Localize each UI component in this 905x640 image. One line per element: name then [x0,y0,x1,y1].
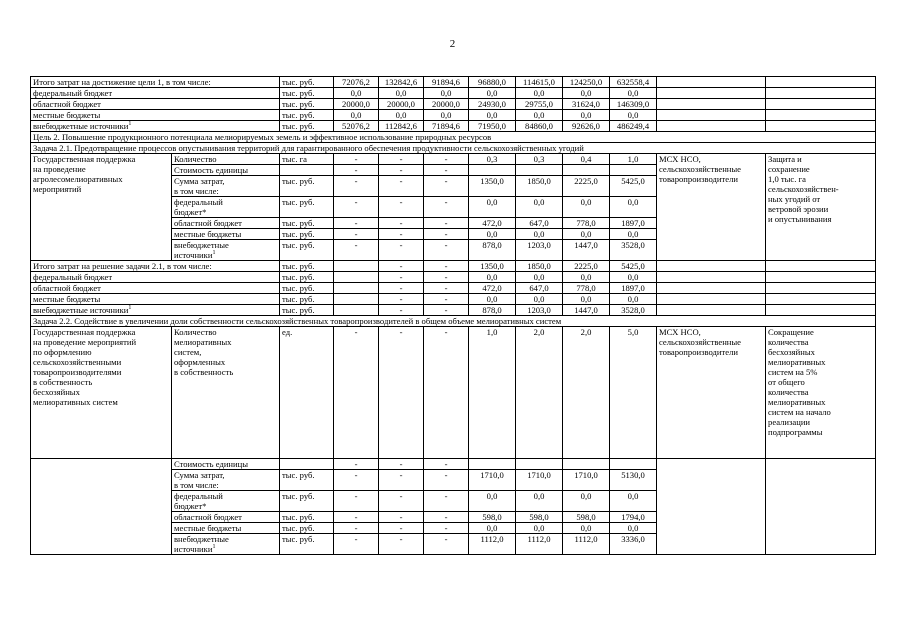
total-label: Итого затрат на решение задачи 2.1, в том числе: [31,261,280,272]
result-cell [766,459,876,555]
value-cell [610,459,657,470]
value-cell: 0,0 [563,294,610,305]
total-label: внебюджетные источники$^1$ [31,121,280,132]
executor-cell [657,459,766,555]
value-cell: 24930,0 [469,99,516,110]
value-cell: 0,0 [469,229,516,240]
value-cell: - [334,512,379,523]
value-cell: 52076,2 [334,121,379,132]
value-cell: 0,0 [379,88,424,99]
unit-cell: тыс. руб. [280,470,334,491]
event-cell: Государственная поддержка на проведение мероприятий по оформлению сельскохозяйственными товаропроизводителями в собственность бесхозяйных мелиоративных систем [31,327,172,459]
footnote-marker: 1 [212,544,216,551]
value-cell [516,459,563,470]
value-cell: - [424,176,469,197]
indicator-label: областной бюджет [172,512,280,523]
value-cell: - [424,154,469,165]
value-cell: 878,0 [469,240,516,261]
value-cell: 647,0 [516,218,563,229]
total-label: областной бюджет [31,283,280,294]
value-cell: 0,0 [424,110,469,121]
value-cell: 0,0 [563,229,610,240]
empty-cell [657,283,766,294]
indicator-label: Стоимость единицы [172,165,280,176]
value-cell [334,294,379,305]
value-cell: 20000,0 [334,99,379,110]
value-cell: 1112,0 [469,534,516,555]
unit-cell: тыс. руб. [280,240,334,261]
empty-cell [766,88,876,99]
total-label: Итого затрат на достижение цели 1, в том числе: [31,77,280,88]
value-cell: - [334,176,379,197]
unit-cell: тыс. руб. [280,261,334,272]
value-cell: - [334,197,379,218]
value-cell: - [424,327,469,459]
value-cell: 5425,0 [610,261,657,272]
value-cell: - [379,491,424,512]
value-cell: 5,0 [610,327,657,459]
unit-cell: тыс. руб. [280,88,334,99]
value-cell: 71950,0 [469,121,516,132]
value-cell: - [379,523,424,534]
value-cell: 632558,4 [610,77,657,88]
event-cell: Государственная поддержка на проведение агролесомелиоративных мероприятий [31,154,172,261]
empty-cell [657,77,766,88]
table-row [31,459,876,470]
total-label: местные бюджеты [31,110,280,121]
indicator-label: Сумма затрат, в том числе: [172,470,280,491]
unit-cell: тыс. руб. [280,534,334,555]
value-cell: 132842,6 [379,77,424,88]
value-cell: 1850,0 [516,176,563,197]
value-cell: - [424,470,469,491]
section-heading: Задача 2.1. Предотвращение процессов опустынивания территорий для гарантированного обеспечения продуктивности сельскохозяйственных угодий [31,143,876,154]
value-cell: 0,0 [563,88,610,99]
value-cell: 0,0 [610,110,657,121]
footnote-marker: 1 [128,121,132,128]
empty-cell [657,99,766,110]
footnote-marker: 1 [128,305,132,312]
value-cell: - [379,229,424,240]
value-cell: 472,0 [469,283,516,294]
indicator-label: внебюджетные источники$^1$ [172,240,280,261]
value-cell: 0,0 [334,110,379,121]
value-cell: 5130,0 [610,470,657,491]
value-cell: 1112,0 [516,534,563,555]
value-cell [469,459,516,470]
empty-cell [657,272,766,283]
value-cell: 112842,6 [379,121,424,132]
unit-cell [280,165,334,176]
event-cell [31,459,172,555]
value-cell: - [379,512,424,523]
footnote-marker: 1 [212,250,216,257]
unit-cell [280,459,334,470]
value-cell: - [424,197,469,218]
value-cell: - [379,470,424,491]
value-cell: 0,0 [563,491,610,512]
table-row [31,121,876,132]
value-cell: 472,0 [469,218,516,229]
value-cell: 598,0 [563,512,610,523]
value-cell: 2,0 [563,327,610,459]
unit-cell: тыс. руб. [280,218,334,229]
value-cell: 0,0 [516,110,563,121]
empty-cell [657,261,766,272]
unit-cell: тыс. руб. [280,176,334,197]
value-cell: 1710,0 [469,470,516,491]
value-cell: 0,0 [469,294,516,305]
value-cell: 0,0 [469,88,516,99]
empty-cell [766,305,876,316]
empty-cell [766,99,876,110]
value-cell: 1350,0 [469,176,516,197]
value-cell: - [424,165,469,176]
indicator-label: областной бюджет [172,218,280,229]
value-cell: 1112,0 [563,534,610,555]
table-row [31,99,876,110]
table-row [31,327,876,459]
empty-cell [766,272,876,283]
table-row [31,272,876,283]
value-cell: 778,0 [563,218,610,229]
indicator-label: местные бюджеты [172,229,280,240]
table-row [31,88,876,99]
value-cell: - [424,229,469,240]
value-cell [563,165,610,176]
empty-cell [766,283,876,294]
value-cell: 0,0 [516,88,563,99]
empty-cell [657,121,766,132]
unit-cell: тыс. га [280,154,334,165]
value-cell: 0,0 [516,523,563,534]
table-row [31,132,876,143]
value-cell: 1710,0 [563,470,610,491]
empty-cell [766,110,876,121]
value-cell: - [379,327,424,459]
value-cell: 0,0 [563,197,610,218]
value-cell: 1203,0 [516,305,563,316]
value-cell: 1794,0 [610,512,657,523]
total-label: федеральный бюджет [31,272,280,283]
unit-cell: тыс. руб. [280,197,334,218]
unit-cell: тыс. руб. [280,77,334,88]
value-cell: - [424,272,469,283]
value-cell [610,165,657,176]
value-cell: 1,0 [469,327,516,459]
value-cell: - [334,491,379,512]
value-cell: 0,0 [563,523,610,534]
value-cell: 1203,0 [516,240,563,261]
value-cell: 0,0 [610,294,657,305]
value-cell: - [379,218,424,229]
empty-cell [657,110,766,121]
value-cell: 1447,0 [563,305,610,316]
value-cell: 0,0 [563,272,610,283]
value-cell: - [379,261,424,272]
value-cell: 72076,2 [334,77,379,88]
value-cell: - [334,470,379,491]
indicator-label: местные бюджеты [172,523,280,534]
unit-cell: тыс. руб. [280,229,334,240]
value-cell: 0,0 [379,110,424,121]
value-cell: 598,0 [516,512,563,523]
table-row [31,261,876,272]
value-cell: 0,0 [610,272,657,283]
value-cell: 0,0 [516,491,563,512]
value-cell: - [379,534,424,555]
value-cell: - [334,229,379,240]
value-cell: - [424,459,469,470]
value-cell: 1897,0 [610,218,657,229]
table-row [31,154,876,165]
value-cell: - [424,491,469,512]
value-cell: 0,0 [469,272,516,283]
value-cell: 1850,0 [516,261,563,272]
value-cell: 3336,0 [610,534,657,555]
value-cell: 91894,6 [424,77,469,88]
value-cell: - [334,459,379,470]
total-label: местные бюджеты [31,294,280,305]
value-cell: 3528,0 [610,305,657,316]
value-cell: - [379,165,424,176]
value-cell: 1447,0 [563,240,610,261]
indicator-label: Сумма затрат, в том числе: [172,176,280,197]
unit-cell: тыс. руб. [280,121,334,132]
value-cell: 1897,0 [610,283,657,294]
value-cell: 1710,0 [516,470,563,491]
value-cell: - [334,240,379,261]
total-label: федеральный бюджет [31,88,280,99]
empty-cell [657,88,766,99]
value-cell: 0,0 [563,110,610,121]
unit-cell: тыс. руб. [280,491,334,512]
value-cell [469,165,516,176]
value-cell [334,272,379,283]
value-cell: 92626,0 [563,121,610,132]
empty-cell [766,294,876,305]
value-cell: 29755,0 [516,99,563,110]
value-cell: 0,0 [469,110,516,121]
value-cell: 2225,0 [563,261,610,272]
table-row [31,143,876,154]
value-cell: 0,0 [610,491,657,512]
value-cell: 31624,0 [563,99,610,110]
value-cell: - [379,294,424,305]
value-cell: - [334,165,379,176]
value-cell: 0,0 [516,272,563,283]
value-cell [334,283,379,294]
value-cell: 1,0 [610,154,657,165]
result-cell: Защита и сохранение 1,0 тыс. га сельскохозяйствен- ных угодий от ветровой эрозии и опустынивания [766,154,876,261]
value-cell: - [424,534,469,555]
indicator-label: внебюджетные источники$^1$ [172,534,280,555]
indicator-label: федеральный бюджет* [172,197,280,218]
section-heading: Цель 2. Повышение продукционного потенциала мелиорируемых земель и эффективное использование природных ресурсов [31,132,876,143]
executor-cell: МСХ НСО, сельскохозяйственные товаропроизводители [657,154,766,261]
value-cell [334,305,379,316]
value-cell: 778,0 [563,283,610,294]
table-row [31,110,876,121]
value-cell: 5425,0 [610,176,657,197]
unit-cell: тыс. руб. [280,99,334,110]
value-cell: 0,0 [516,229,563,240]
value-cell: 647,0 [516,283,563,294]
value-cell: - [424,294,469,305]
unit-cell: тыс. руб. [280,283,334,294]
value-cell: 3528,0 [610,240,657,261]
value-cell: 0,0 [610,88,657,99]
total-label: внебюджетные источники$^1$ [31,305,280,316]
indicator-label: Количество мелиоративных систем, оформленных в собственность [172,327,280,459]
page-number: 2 [449,38,456,50]
value-cell: - [379,305,424,316]
executor-cell: МСХ НСО, сельскохозяйственные товаропроизводители [657,327,766,459]
indicator-label: федеральный бюджет* [172,491,280,512]
value-cell [516,165,563,176]
value-cell: - [334,154,379,165]
value-cell: 96880,0 [469,77,516,88]
value-cell: 0,0 [516,294,563,305]
value-cell: - [334,523,379,534]
table-row [31,316,876,327]
value-cell: 2,0 [516,327,563,459]
value-cell: 2225,0 [563,176,610,197]
value-cell: 124250,0 [563,77,610,88]
value-cell: 0,0 [334,88,379,99]
value-cell: - [334,534,379,555]
value-cell: - [334,327,379,459]
value-cell: 0,0 [610,229,657,240]
empty-cell [766,261,876,272]
table-row [31,283,876,294]
value-cell: 0,3 [516,154,563,165]
value-cell: - [424,283,469,294]
value-cell: - [379,197,424,218]
result-cell: Сокращение количества бесхозяйных мелиоративных систем на 5% от общего количества мелиоративных систем на начало реализации подпрограммы [766,327,876,459]
value-cell: 0,3 [469,154,516,165]
value-cell: 0,4 [563,154,610,165]
value-cell: 0,0 [516,197,563,218]
value-cell: 0,0 [469,491,516,512]
empty-cell [657,305,766,316]
subprogram-table [30,76,876,555]
value-cell: 84860,0 [516,121,563,132]
table-row [31,294,876,305]
value-cell: - [379,283,424,294]
value-cell: 0,0 [469,523,516,534]
unit-cell: тыс. руб. [280,294,334,305]
table-row [31,77,876,88]
value-cell: 1350,0 [469,261,516,272]
value-cell: - [424,305,469,316]
table-row [31,305,876,316]
value-cell: 598,0 [469,512,516,523]
value-cell: 20000,0 [424,99,469,110]
value-cell: - [379,154,424,165]
indicator-label: Количество [172,154,280,165]
value-cell: - [424,523,469,534]
value-cell: 71894,6 [424,121,469,132]
unit-cell: тыс. руб. [280,305,334,316]
empty-cell [657,294,766,305]
value-cell: - [424,512,469,523]
section-heading: Задача 2.2. Содействие в увеличении доли собственности сельскохозяйственных товаропроизводителей в общем объеме мелиоративных систем [31,316,876,327]
unit-cell: тыс. руб. [280,110,334,121]
value-cell: 0,0 [469,197,516,218]
indicator-label: Стоимость единицы [172,459,280,470]
value-cell: - [424,261,469,272]
value-cell: - [379,240,424,261]
value-cell: 114615,0 [516,77,563,88]
value-cell: - [379,459,424,470]
value-cell: - [424,240,469,261]
value-cell [563,459,610,470]
value-cell: 878,0 [469,305,516,316]
value-cell [334,261,379,272]
unit-cell: тыс. руб. [280,512,334,523]
unit-cell: тыс. руб. [280,523,334,534]
value-cell: 20000,0 [379,99,424,110]
value-cell: - [379,176,424,197]
value-cell: 486249,4 [610,121,657,132]
empty-cell [766,121,876,132]
value-cell: - [424,218,469,229]
value-cell: 0,0 [610,523,657,534]
unit-cell: тыс. руб. [280,272,334,283]
value-cell: 146309,0 [610,99,657,110]
value-cell: - [379,272,424,283]
empty-cell [766,77,876,88]
value-cell: 0,0 [424,88,469,99]
total-label: областной бюджет [31,99,280,110]
unit-cell: ед. [280,327,334,459]
value-cell: - [334,218,379,229]
value-cell: 0,0 [610,197,657,218]
